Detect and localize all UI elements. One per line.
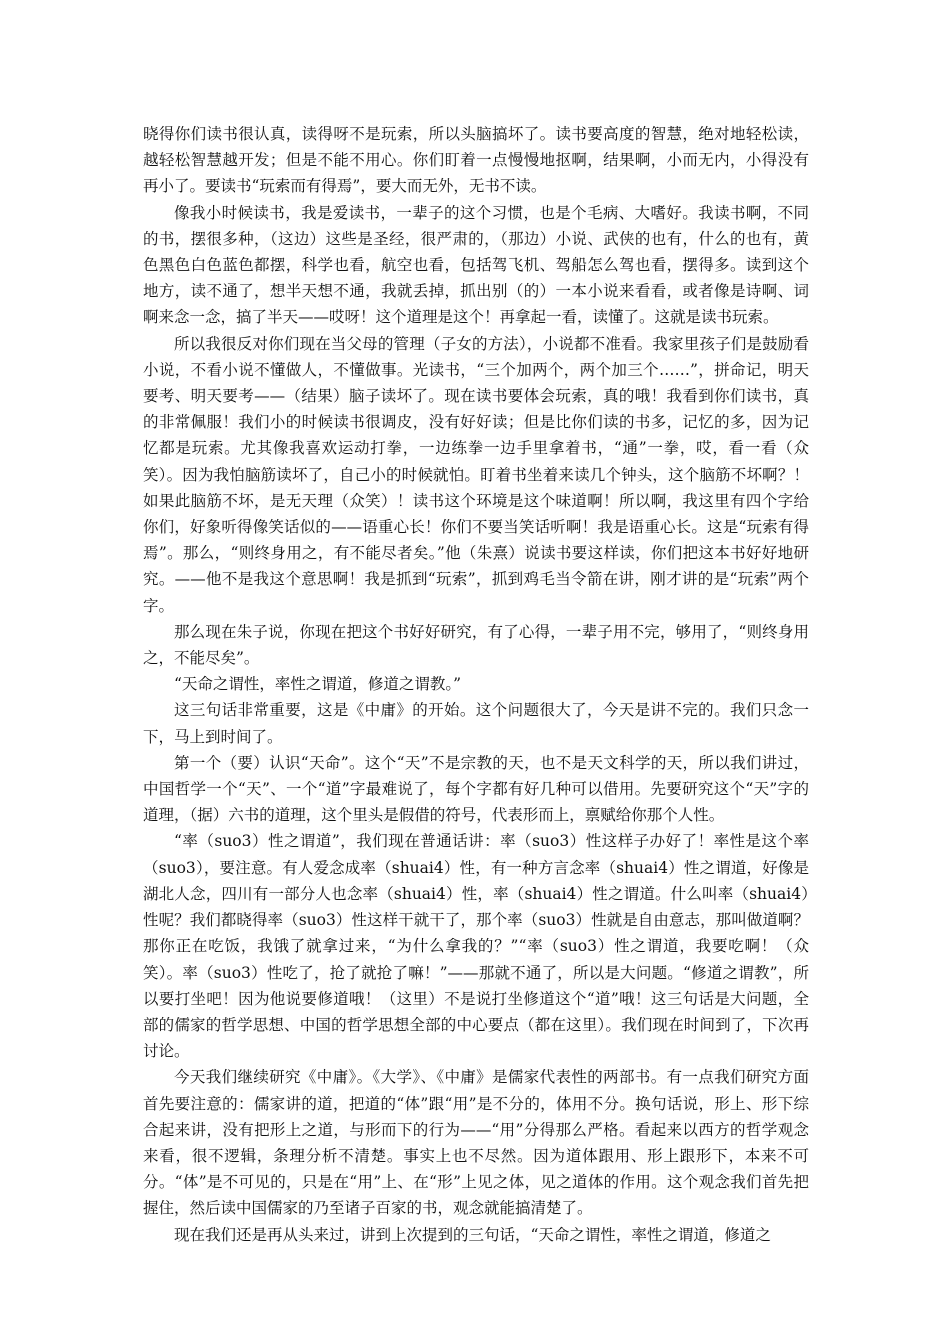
paragraph: 晓得你们读书很认真，读得呀不是玩索，所以头脑搞坏了。读书要高度的智慧，绝对地轻松读，越轻松智慧越开发；但是不能不用心。你们盯着一点慢慢地抠啊，结果啊，小而无内，小得没有再小了。要读书“玩索而有得焉”，要大而无外，无书不读。	[143, 125, 809, 196]
paragraph: 第一个（要）认识“天命”。这个“天”不是宗教的天，也不是天文科学的天，所以我们讲过，中国哲学一个“天”、一个“道”字最难说了，每个字都有好几种可以借用。先要研究这个“天”字的道理，（据）六书的道理，这个里头是假借的符号，代表形而上，禀赋给你那个人性。	[143, 753, 809, 825]
paragraph: 像我小时候读书，我是爱读书，一辈子的这个习惯，也是个毛病、大嗜好。我读书啊，不同的书，摆很多种，（这边）这些是圣经，很严肃的，（那边）小说、武侠的也有，什么的也有，黄色黑色白色蓝色都摆，科学也看，航空也看，包括驾飞机、驾船怎么驾也看，摆得多。读到这个地方，读不通了，想半天想不通，我就丢掉，抓出别（的）一本小说来看看，或者像是诗啊、词啊来念一念，搞了半天——哎呀！这个道理是这个！再拿起一看，读懂了。这就是读书玩索。	[143, 203, 809, 327]
paragraph: 现在我们还是再从头来过，讲到上次提到的三句话，“天命之谓性，率性之谓道，修道之	[174, 1225, 771, 1244]
paragraph: “率（suo3）性之谓道”，我们现在普通话讲：率（suo3）性这样子办好了！率性是这个率（suo3），要注意。有人爱念成率（shuai4）性，有一种方言念率（shuai4）性之谓道，好像是湖北人念，四川有一部分人也念率（shuai4）性，率（shuai4）性之谓道。什么叫率（shuai4）性呢？我们都晓得率（suo3）性这样干就干了，那个率（suo3）性就是自由意志，那叫做道啊？那你正在吃饭，我饿了就拿过来，“为什么拿我的？”“率（suo3）性之谓道，我要吃啊！（众笑）。率（suo3）性吃了，抢了就抢了嘛！”——那就不通了，所以是大问题。“修道之谓教”，所以要打坐吧！因为他说要修道哦！（这里）不是说打坐修道这个“道”哦！这三句话是大问题，全部的儒家的哲学思想、中国的哲学思想全部的中心要点（都在这里）。我们现在时间到了，下次再讨论。	[143, 832, 809, 1061]
paragraph: 那么现在朱子说，你现在把这个书好好研究，有了心得，一辈子用不完，够用了，“则终身用之，不能尽矣”。	[143, 622, 809, 668]
document-body	[143, 121, 809, 1248]
paragraph: 所以我很反对你们现在当父母的管理（子女的方法），小说都不准看。我家里孩子们是鼓励看小说，不看小说不懂做人，不懂做事。光读书，“三个加两个，两个加三个……”，拼命记，明天要考、明天要考——（结果）脑子读坏了。现在读书要体会玩索，真的哦！我看到你们读书，真的非常佩服！我们小的时候读书很调皮，没有好好读；但是比你们读的书多，记忆的多，因为记忆都是玩索。尤其像我喜欢运动打拳，一边练拳一边手里拿着书，“通”一拳，哎，看一看（众笑）。因为我怕脑筋读坏了，自己小的时候就怕。盯着书坐着来读几个钟头，这个脑筋不坏啊？！如果此脑筋不坏，是无天理（众笑）！读书这个环境是这个味道啊！所以啊，我这里有四个字给你们，好象听得像笑话似的——语重心长！你们不要当笑话听啊！我是语重心长。这是“玩索有得焉”。那么，“则终身用之，有不能尽者矣。”他（朱熹）说读书要这样读，你们把这本书好好地研究。——他不是我这个意思啊！我是抓到“玩索”，抓到鸡毛当令箭在讲，刚才讲的是“玩索”两个字。	[143, 334, 809, 615]
quote-paragraph: “天命之谓性，率性之谓道，修道之谓教。”	[174, 675, 462, 694]
paragraph: 今天我们继续研究《中庸》。《大学》、《中庸》是儒家代表性的两部书。有一点我们研究方面首先要注意的：儒家讲的道，把道的“体”跟“用”是不分的，体用不分。换句话说，形上、形下综合起来讲，没有把形上之道，与形而下的行为——“用”分得那么严格。看起来以西方的哲学观念来看，很不逻辑，条理分析不清楚。事实上也不尽然。因为道体跟用、形上跟形下，本来不可分。“体”是不可见的，只是在“用”上、在“形”上见之体，见之道体的作用。这个观念我们首先把握住，然后读中国儒家的乃至诸子百家的书，观念就能搞清楚了。	[143, 1068, 809, 1218]
paragraph: 这三句话非常重要，这是《中庸》的开始。这个问题很大了，今天是讲不完的。我们只念一下，马上到时间了。	[143, 701, 809, 746]
